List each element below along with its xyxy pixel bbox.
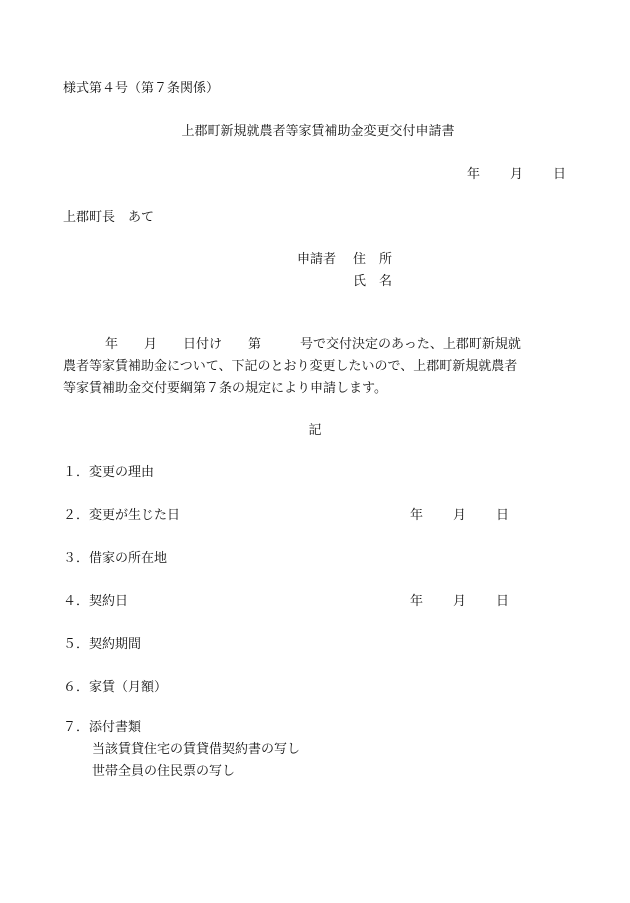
item-number: １． (63, 465, 90, 480)
date-year-label: 年 (467, 167, 481, 182)
item-number: ５． (63, 637, 90, 652)
item-date-year: 年 (410, 594, 424, 609)
item-number: ７． (63, 720, 90, 735)
item-date-year: 年 (410, 508, 424, 523)
item-label: 添付書類 (89, 720, 142, 735)
list-item (63, 465, 154, 481)
item-label: 変更が生じた日 (89, 508, 181, 523)
list-item (63, 594, 128, 610)
item-label: 変更の理由 (89, 465, 155, 480)
body-line: 農者等家賃補助金について、下記のとおり変更したいので、上郡町新規就農者 (63, 359, 518, 374)
applicant-label: 申請者 (297, 252, 337, 267)
list-item (63, 508, 180, 524)
item-label: 契約日 (89, 594, 129, 609)
addressee: 上郡町長 あて (63, 210, 155, 225)
item-date-month: 月 (453, 594, 467, 609)
body-line: 等家賃補助金交付要綱第７条の規定により申請します。 (63, 381, 387, 396)
date-month-label: 月 (510, 167, 524, 182)
ki-heading: 記 (308, 423, 322, 438)
attachment-item: 当該賃貸住宅の賃貸借契約書の写し (92, 742, 301, 757)
form-number: 様式第４号（第７条関係） (63, 81, 220, 96)
list-item (63, 637, 141, 653)
body-line: 年 月 日付け 第 号で交付決定のあった、上郡町新規就 (105, 337, 521, 352)
item-date-month: 月 (453, 508, 467, 523)
document-title: 上郡町新規就農者等家賃補助金変更交付申請書 (181, 124, 455, 139)
item-number: ３． (63, 551, 90, 566)
item-number: ４． (63, 594, 90, 609)
list-item (63, 551, 167, 567)
item-label: 借家の所在地 (89, 551, 168, 566)
item-number: ６． (63, 680, 90, 695)
body-paragraph (63, 334, 579, 400)
list-item (63, 720, 141, 736)
name-label: 氏 名 (353, 274, 393, 289)
item-date-day: 日 (496, 594, 510, 609)
list-item (63, 680, 167, 696)
item-number: ２． (63, 508, 90, 523)
date-day-label: 日 (553, 167, 567, 182)
attachment-item: 世帯全員の住民票の写し (92, 764, 236, 779)
item-label: 契約期間 (89, 637, 142, 652)
item-label: 家賃（月額） (89, 680, 168, 695)
address-label: 住 所 (353, 252, 393, 267)
item-date-day: 日 (496, 508, 510, 523)
